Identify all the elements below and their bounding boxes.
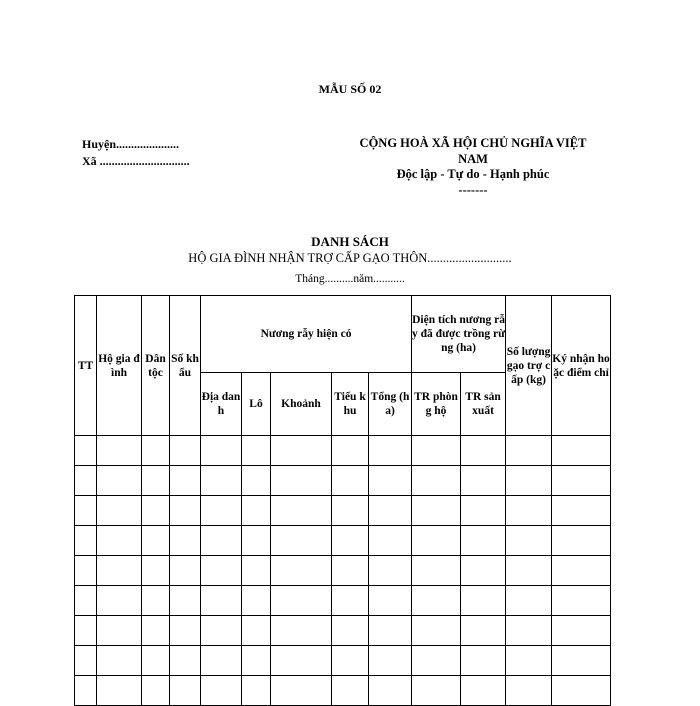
table-cell [461,556,506,586]
table-cell [97,586,142,616]
table-cell [369,616,412,646]
table-cell [506,676,552,706]
table-cell [506,616,552,646]
table-cell [170,466,201,496]
table-cell [552,586,611,616]
table-cell [332,436,369,466]
table-cell [552,496,611,526]
table-cell [142,526,170,556]
table-cell [242,496,271,526]
republic-name: CỘNG HOÀ XÃ HỘI CHỦ NGHĨA VIỆT NAM [359,136,587,166]
header-household-members: Số khẩu [170,296,201,436]
table-cell [142,646,170,676]
header-rice-amount: Số lượng gạo trợ cấp (kg) [506,296,552,436]
header-compartment: Khoảnh [271,373,332,436]
table-cell [75,436,97,466]
table-cell [142,466,170,496]
table-cell [461,466,506,496]
table-cell [332,526,369,556]
table-cell [369,436,412,466]
table-row [75,466,611,496]
table-cell [242,676,271,706]
table-cell [97,556,142,586]
header-sub-zone: Tiểu khu [332,373,369,436]
table-cell [271,586,332,616]
table-cell [461,646,506,676]
document-title: DANH SÁCH [311,234,389,249]
table-cell [201,586,242,616]
national-header [344,136,602,198]
motto-rule: ------- [458,182,488,197]
table-cell [552,526,611,556]
table-row [75,616,611,646]
table-cell [142,496,170,526]
table-cell [142,676,170,706]
table-cell [412,526,461,556]
motto: Độc lập - Tự do - Hạnh phúc [396,167,550,181]
table-cell [332,496,369,526]
table-cell [412,646,461,676]
form-code: MẪU SỐ 02 [318,82,382,96]
table-cell [170,676,201,706]
table-cell [271,676,332,706]
table-cell [271,496,332,526]
table-cell [201,436,242,466]
table-cell [506,556,552,586]
table-cell [242,616,271,646]
table-cell [242,526,271,556]
table-cell [170,586,201,616]
table-cell [75,496,97,526]
table-cell [369,556,412,586]
table-cell [75,646,97,676]
header-production-forest: TR sản xuất [461,373,506,436]
household-table [74,295,611,706]
table-cell [332,556,369,586]
header-household: Hộ gia đình [97,296,142,436]
table-cell [201,616,242,646]
table-cell [412,676,461,706]
table-cell [142,616,170,646]
table-cell [506,646,552,676]
table-cell [506,526,552,556]
table-cell [170,526,201,556]
table-cell [412,616,461,646]
table-row [75,436,611,466]
table-cell [461,496,506,526]
table-cell [242,586,271,616]
table-row [75,496,611,526]
table-cell [369,466,412,496]
table-cell [412,496,461,526]
header-total-ha: Tổng (ha) [369,373,412,436]
table-cell [552,466,611,496]
table-cell [201,646,242,676]
table-cell [170,646,201,676]
table-row [75,646,611,676]
header-place: Địa danh [201,373,242,436]
table-row [75,556,611,586]
table-cell [552,646,611,676]
table-cell [369,676,412,706]
header-lot: Lô [242,373,271,436]
table-cell [271,526,332,556]
table-cell [332,676,369,706]
table-cell [201,676,242,706]
table-cell [75,466,97,496]
table-cell [75,616,97,646]
table-cell [242,646,271,676]
table-cell [97,496,142,526]
table-cell [170,436,201,466]
table-cell [242,556,271,586]
table-cell [142,436,170,466]
header-signature: Ký nhận hoặc điểm chỉ [552,296,611,436]
table-cell [332,616,369,646]
table-cell [242,436,271,466]
table-cell [369,646,412,676]
table-cell [332,466,369,496]
header-swidden-group: Nương rẫy hiện có [201,296,412,373]
table-row [75,586,611,616]
admin-unit-block [82,136,190,170]
document-subtitle: HỘ GIA ĐÌNH NHẬN TRỢ CẤP GẠO THÔN........................... [188,251,512,265]
table-cell [552,676,611,706]
table-cell [369,526,412,556]
table-cell [271,466,332,496]
table-cell [97,676,142,706]
header-forest-area-group: Diện tích nương rẫy đã được trồng rừng (ha) [412,296,506,373]
table-cell [201,556,242,586]
table-cell [271,646,332,676]
table-cell [142,556,170,586]
table-cell [461,586,506,616]
table-cell [332,646,369,676]
table-cell [75,526,97,556]
table-cell [170,556,201,586]
table-cell [97,616,142,646]
table-cell [242,466,271,496]
table-cell [506,496,552,526]
table-cell [461,676,506,706]
table-cell [142,586,170,616]
table-cell [271,556,332,586]
table-cell [552,436,611,466]
table-cell [97,466,142,496]
table-row [75,676,611,706]
table-cell [271,436,332,466]
table-cell [170,616,201,646]
district-line: Huyện..................... [82,137,180,151]
table-cell [201,466,242,496]
table-cell [412,586,461,616]
table-cell [506,586,552,616]
table-row [75,526,611,556]
commune-line: Xã .............................. [82,154,190,168]
header-protection-forest: TR phòng hộ [412,373,461,436]
table-body [75,436,611,706]
table-cell [412,556,461,586]
table-cell [75,676,97,706]
header-ethnicity: Dân tộc [142,296,170,436]
table-cell [201,526,242,556]
table-cell [552,616,611,646]
table-cell [461,616,506,646]
table-cell [332,586,369,616]
table-cell [97,526,142,556]
table-cell [75,556,97,586]
header-tt: TT [75,296,97,436]
table-cell [170,496,201,526]
table-cell [97,436,142,466]
table-cell [271,616,332,646]
table-cell [97,646,142,676]
table-cell [369,496,412,526]
table-cell [75,586,97,616]
table-cell [552,556,611,586]
table-cell [369,586,412,616]
table-cell [412,466,461,496]
month-year-line: Tháng..........năm........... [295,273,405,285]
table-cell [461,436,506,466]
table-cell [506,436,552,466]
table-cell [412,436,461,466]
table-cell [201,496,242,526]
table-cell [461,526,506,556]
table-cell [506,466,552,496]
